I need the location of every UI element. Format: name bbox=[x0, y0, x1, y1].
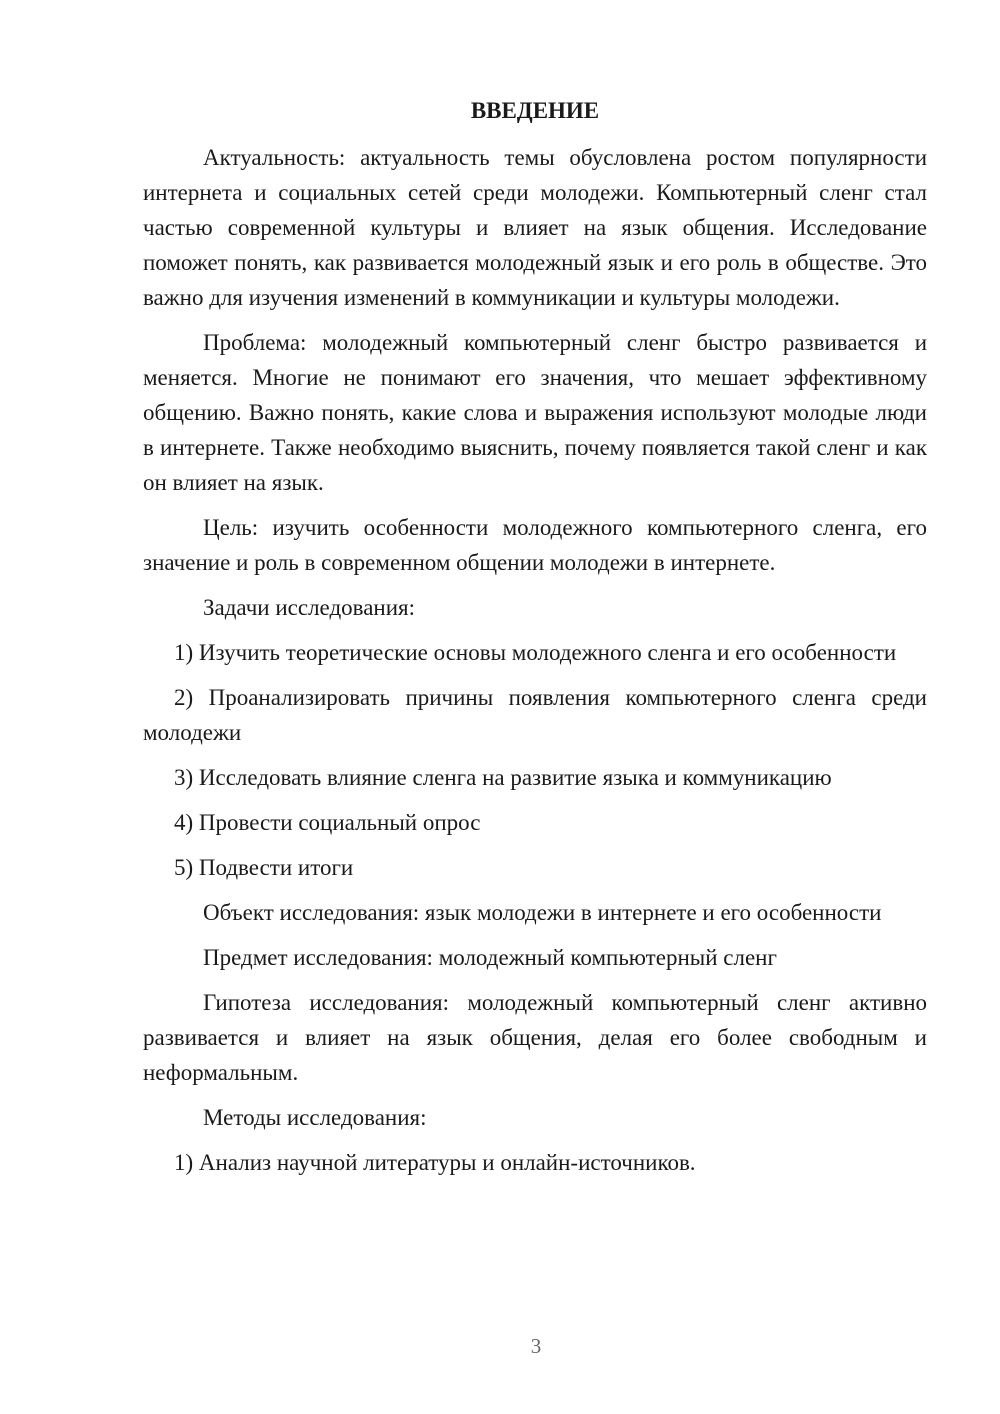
task-item-5: 5) Подвести итоги bbox=[174, 855, 354, 880]
page-body bbox=[143, 96, 927, 1190]
section-title: ВВЕДЕНИЕ bbox=[470, 98, 600, 123]
paragraph-tasks-heading: Задачи исследования: bbox=[203, 595, 416, 620]
task-item-3: 3) Исследовать влияние сленга на развитие языка и коммуникацию bbox=[174, 765, 832, 790]
method-item-1: 1) Анализ научной литературы и онлайн-источников. bbox=[174, 1150, 696, 1175]
task-item-1: 1) Изучить теоретические основы молодежного сленга и его особенности bbox=[174, 640, 897, 665]
paragraph-problem: Проблема: молодежный компьютерный сленг быстро развивается и меняется. Многие не понимают его значения, что мешает эффективному общению. Важно понять, какие слова и выражения используют молодые люди в интернете. Также необходимо выяснить, почему появляется такой сленг и как он влияет на язык. bbox=[143, 330, 927, 495]
page-number: 3 bbox=[530, 1334, 542, 1358]
paragraph-relevance: Актуальность: актуальность темы обусловлена ростом популярности интернета и социальных сетей среди молодежи. Компьютерный сленг стал частью современной культуры и влияет на язык общения. Исследование поможет понять, как развивается молодежный язык и его роль в обществе. Это важно для изучения изменений в коммуникации и культуры молодежи. bbox=[143, 145, 927, 310]
paragraph-object: Объект исследования: язык молодежи в интернете и его особенности bbox=[203, 900, 882, 925]
task-item-4: 4) Провести социальный опрос bbox=[174, 810, 481, 835]
paragraph-methods-heading: Методы исследования: bbox=[203, 1105, 427, 1130]
paragraph-hypothesis: Гипотеза исследования: молодежный компьютерный сленг активно развивается и влияет на язык общения, делая его более свободным и неформальным. bbox=[143, 990, 927, 1085]
task-item-2: 2) Проанализировать причины появления компьютерного сленга среди молодежи bbox=[143, 685, 927, 745]
paragraph-subject: Предмет исследования: молодежный компьютерный сленг bbox=[203, 945, 777, 970]
paragraph-goal: Цель: изучить особенности молодежного компьютерного сленга, его значение и роль в современном общении молодежи в интернете. bbox=[143, 515, 927, 575]
